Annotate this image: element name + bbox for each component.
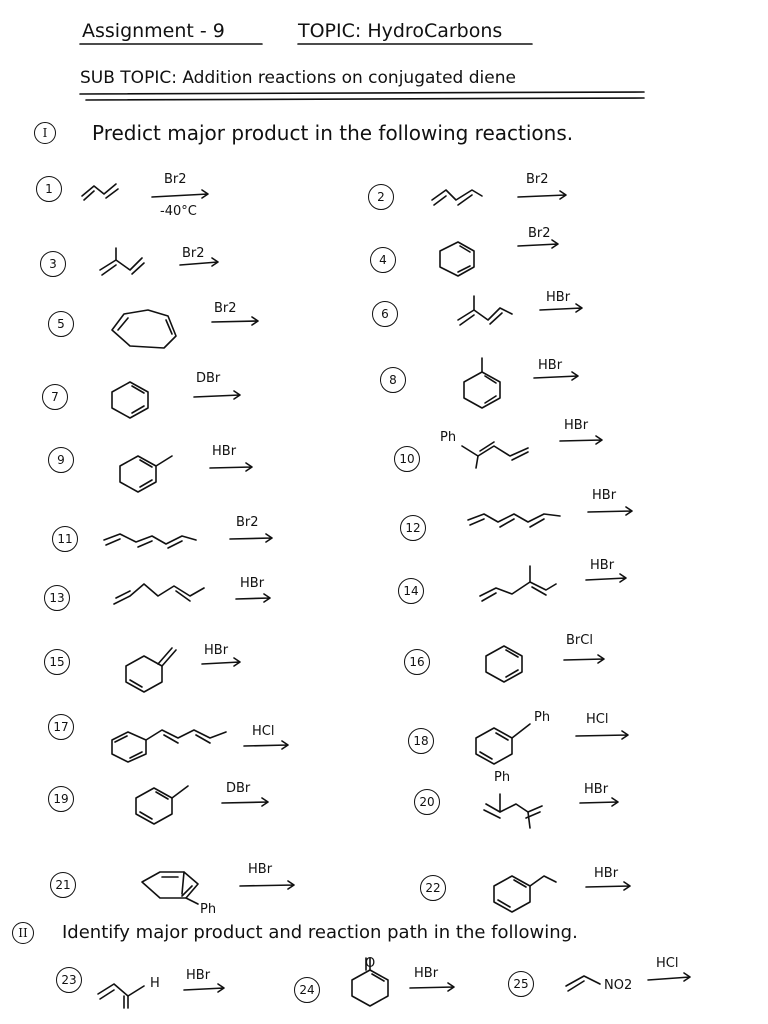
reaction-21-reagent: HBr: [248, 862, 273, 877]
reaction-6-structure: [458, 296, 512, 325]
arrow-18: [576, 731, 628, 739]
header-underline-3: [80, 92, 644, 94]
reaction-3-reagent: Br2: [182, 246, 205, 261]
arrow-8: [534, 372, 578, 380]
reaction-19-reagent: DBr: [226, 781, 251, 796]
reaction-21-number: 21: [50, 872, 76, 898]
section-2-numeral: II: [12, 922, 34, 944]
arrow-23: [184, 984, 224, 992]
reaction-22-structure: [494, 876, 556, 912]
reaction-24-structure: [352, 958, 388, 1006]
reaction-5-structure: [112, 310, 176, 348]
reaction-3-structure: [100, 248, 144, 275]
reaction-11-structure: [104, 534, 196, 548]
reaction-13-number: 13: [44, 585, 70, 611]
header-underline-4: [86, 98, 644, 100]
section-2-heading: Identify major product and reaction path in the following.: [62, 922, 578, 943]
reaction-9-number: 9: [48, 447, 74, 473]
reaction-5-number: 5: [48, 311, 74, 337]
reaction-20-ph-label: Ph: [494, 770, 511, 785]
reaction-19-number: 19: [48, 786, 74, 812]
reaction-4-structure: [440, 242, 474, 276]
assignment-title: Assignment - 9: [82, 20, 225, 42]
arrow-24: [410, 983, 454, 991]
arrow-15: [202, 658, 240, 666]
reaction-23-number: 23: [56, 967, 82, 993]
reaction-18-number: 18: [408, 728, 434, 754]
reaction-14-number: 14: [398, 578, 424, 604]
reaction-12-structure: [468, 514, 560, 527]
reaction-9-reagent: HBr: [212, 444, 237, 459]
reaction-10-reagent: HBr: [564, 418, 589, 433]
reaction-1-number: 1: [36, 176, 62, 202]
reaction-7-number: 7: [42, 384, 68, 410]
arrow-6: [540, 304, 582, 312]
reaction-22-number: 22: [420, 875, 446, 901]
arrow-22: [586, 882, 630, 890]
reaction-10-number: 10: [394, 446, 420, 472]
reaction-5-reagent: Br2: [214, 301, 237, 316]
reaction-13-structure: [114, 584, 204, 604]
reaction-11-number: 11: [52, 526, 78, 552]
reaction-23-reagent: HBr: [186, 968, 211, 983]
reaction-7-reagent: DBr: [196, 371, 221, 386]
reaction-25-no2-label: NO2: [604, 978, 633, 993]
reaction-18-reagent: HCl: [586, 712, 609, 727]
reaction-17-reagent: HCl: [252, 724, 275, 739]
reaction-10-ph-label: Ph: [440, 430, 457, 445]
reaction-20-number: 20: [414, 789, 440, 815]
reaction-23-h-label: H: [150, 976, 160, 991]
arrow-14: [586, 574, 626, 582]
reaction-16-reagent: BrCl: [566, 633, 593, 648]
arrow-16: [564, 655, 604, 663]
reaction-23-structure: [98, 984, 144, 1008]
reaction-16-structure: [486, 646, 522, 682]
reaction-10-structure: [462, 442, 528, 468]
reaction-9-structure: [120, 456, 172, 492]
reaction-8-number: 8: [380, 367, 406, 393]
reaction-24-number: 24: [294, 977, 320, 1003]
arrow-10: [560, 436, 602, 444]
section-1-heading: Predict major product in the following reactions.: [92, 121, 574, 145]
subtopic-label: SUB TOPIC: Addition reactions on conjugated diene: [80, 68, 516, 88]
arrow-25: [648, 973, 690, 981]
topic-label: TOPIC: HydroCarbons: [298, 20, 503, 42]
reaction-6-reagent: HBr: [546, 290, 571, 305]
arrow-20: [580, 798, 618, 806]
reaction-13-reagent: HBr: [240, 576, 265, 591]
reaction-1-structure: [82, 184, 118, 200]
reaction-2-reagent: Br2: [526, 172, 549, 187]
reaction-14-reagent: HBr: [590, 558, 615, 573]
arrow-7: [194, 391, 240, 399]
reaction-18-ph-label: Ph: [534, 710, 551, 725]
reaction-7-structure: [112, 382, 148, 418]
reaction-12-number: 12: [400, 515, 426, 541]
reaction-arrows: [152, 190, 690, 992]
reaction-25-structure: [566, 976, 600, 991]
reaction-25-reagent: HCl: [656, 956, 679, 971]
reaction-17-number: 17: [48, 714, 74, 740]
arrow-3: [180, 258, 218, 266]
arrow-2: [518, 191, 566, 199]
reaction-14-structure: [480, 566, 556, 601]
reaction-3-number: 3: [40, 251, 66, 277]
reaction-1-condition: -40°C: [160, 204, 197, 219]
arrow-19: [222, 798, 268, 806]
reaction-1-reagent: Br2: [164, 172, 187, 187]
reaction-15-number: 15: [44, 649, 70, 675]
reaction-20-reagent: HBr: [584, 782, 609, 797]
reaction-20-structure: [484, 794, 542, 828]
reaction-2-structure: [432, 190, 482, 205]
reaction-16-number: 16: [404, 649, 430, 675]
reaction-24-reagent: HBr: [414, 966, 439, 981]
reaction-4-reagent: Br2: [528, 226, 551, 241]
reaction-15-structure: [126, 648, 176, 692]
arrow-5: [212, 317, 258, 325]
reaction-21-structure: [142, 872, 198, 904]
arrow-1: [152, 190, 208, 198]
reaction-22-reagent: HBr: [594, 866, 619, 881]
reaction-6-number: 6: [372, 301, 398, 327]
arrow-4: [518, 240, 558, 248]
arrow-13: [236, 594, 270, 602]
section-1-numeral: I: [34, 122, 56, 144]
arrow-12: [588, 507, 632, 515]
reaction-8-structure: [464, 358, 500, 408]
reaction-4-number: 4: [370, 247, 396, 273]
reaction-2-number: 2: [368, 184, 394, 210]
arrow-11: [230, 534, 272, 542]
reaction-17-structure: [112, 730, 226, 762]
reaction-24-o-label: O: [365, 956, 376, 971]
reaction-21-ph-label: Ph: [200, 902, 217, 917]
arrow-21: [240, 881, 294, 889]
reaction-12-reagent: HBr: [592, 488, 617, 503]
reaction-19-structure: [136, 786, 188, 824]
reaction-11-reagent: Br2: [236, 515, 259, 530]
reaction-25-number: 25: [508, 971, 534, 997]
arrow-9: [210, 463, 252, 471]
reaction-8-reagent: HBr: [538, 358, 563, 373]
reaction-15-reagent: HBr: [204, 643, 229, 658]
reaction-18-structure: [476, 724, 530, 764]
arrow-17: [244, 741, 288, 749]
